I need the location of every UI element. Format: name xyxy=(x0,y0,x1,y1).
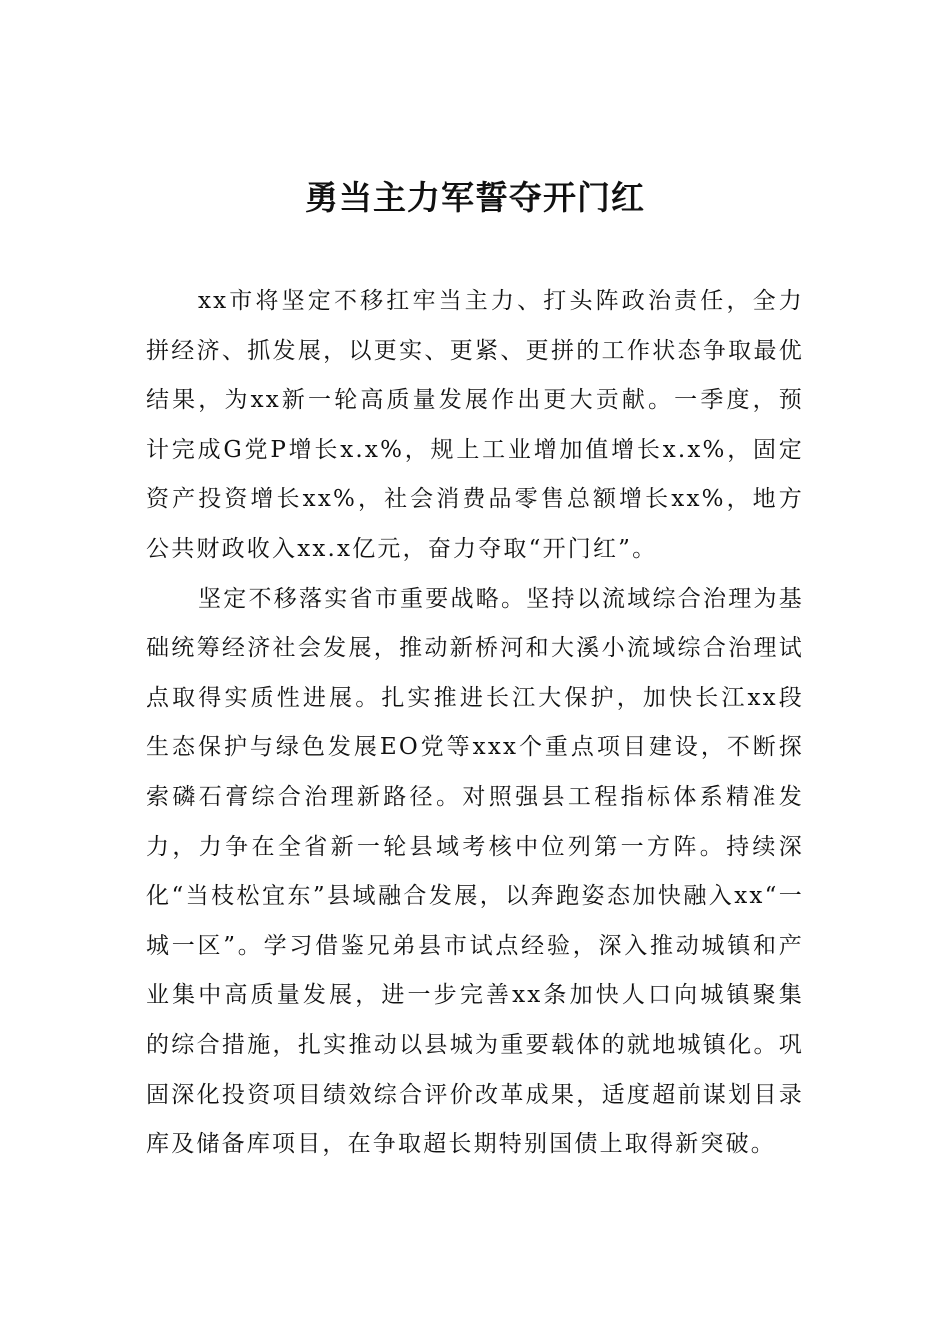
paragraph-1: xx市将坚定不移扛牢当主力、打头阵政治责任，全力拼经济、抓发展，以更实、更紧、更拼的工作状态争取最优结果，为xx新一轮高质量发展作出更大贡献。一季度，预计完成G党P增长x.x%，规上工业增加值增长x.x%，固定资产投资增长xx%，社会消费品零售总额增长xx%，地方公共财政收入xx.x亿元，奋力夺取“开门红”。 xyxy=(146,288,804,562)
paragraph-2: 坚定不移落实省市重要战略。坚持以流域综合治理为基础统筹经济社会发展，推动新桥河和大溪小流域综合治理试点取得实质性进展。扎实推进长江大保护，加快长江xx段生态保护与绿色发展EO党等xxx个重点项目建设，不断探索磷石膏综合治理新路径。对照强县工程指标体系精准发力，力争在全省新一轮县域考核中位列第一方阵。持续深化“当枝松宜东”县域融合发展，以奔跑姿态加快融入xx“一城一区”。学习借鉴兄弟县市试点经验，深入推动城镇和产业集中高质量发展，进一步完善xx条加快人口向城镇聚集的综合措施，扎实推动以县城为重要载体的就地城镇化。巩固深化投资项目绩效综合评价改革成果，适度超前谋划目录库及储备库项目，在争取超长期特别国债上取得新突破。 xyxy=(146,585,804,1158)
page-title: 勇当主力军誓夺开门红 xyxy=(305,178,645,217)
document-body xyxy=(146,277,804,1170)
